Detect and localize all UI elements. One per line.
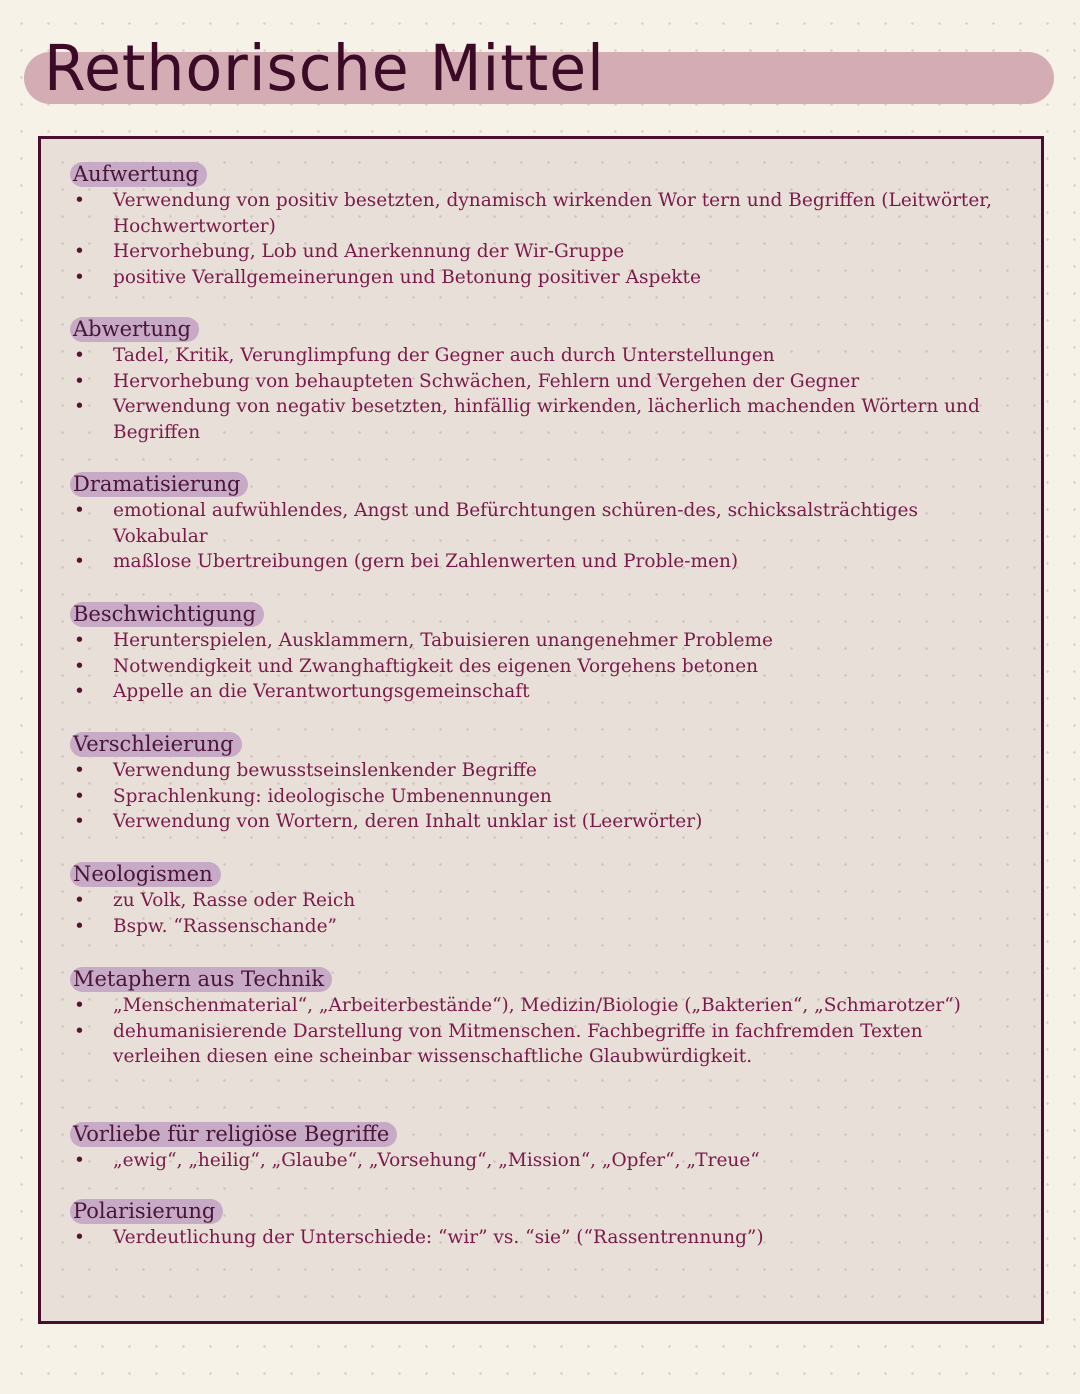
list-item: • Verdeutlichung der Unterschiede: “wir” vs. “sie” (“Rassentrennung”) (70, 1225, 993, 1251)
section-heading: Neologismen (70, 862, 221, 887)
section-heading: Verschleierung (70, 732, 242, 757)
bullet-list (70, 1148, 993, 1174)
list-item: • Verwendung von positiv besetzten, dynamisch wirkenden Wor tern und Begriffen (Leitwörter, Hochwertworter) (70, 188, 993, 239)
list-item: • maßlose Ubertreibungen (gern bei Zahlenwerten und Proble-men) (70, 549, 993, 575)
list-item: • Notwendigkeit und Zwanghaftigkeit des eigenen Vorgehens betonen (70, 654, 993, 680)
section-heading: Aufwertung (70, 162, 207, 187)
list-item: • Verwendung von Wortern, deren Inhalt unklar ist (Leerwörter) (70, 809, 993, 835)
list-item: • Appelle an die Verantwortungsgemeinschaft (70, 679, 993, 705)
list-item: • Verwendung von negativ besetzten, hinfällig wirkenden, lächerlich machenden Wörtern und Begriffen (70, 394, 993, 445)
bullet-list (70, 188, 993, 290)
section-beschwichtigung (70, 602, 993, 705)
bullet-list (70, 628, 993, 705)
section-vorliebe-für-religiöse-begriffe (70, 1122, 993, 1174)
list-item: • Sprachlenkung: ideologische Umbenennungen (70, 784, 993, 810)
list-item: • zu Volk, Rasse oder Reich (70, 888, 993, 914)
section-heading: Polarisierung (70, 1199, 223, 1224)
page-title: Rethorische Mittel (44, 32, 605, 106)
section-metaphern-aus-technik (70, 967, 993, 1070)
section-heading: Metaphern aus Technik (70, 967, 332, 992)
list-item: • „ewig“, „heilig“, „Glaube“, „Vorsehung“, „Mission“, „Opfer“, „Treue“ (70, 1148, 993, 1174)
list-item: • Hervorhebung von behaupteten Schwächen, Fehlern und Vergehen der Gegner (70, 369, 993, 395)
list-item: • dehumanisierende Darstellung von Mitmenschen. Fachbegriffe in fachfremden Texten verleihen diesen eine scheinbar wissenschaftliche Glaubwürdigkeit. (70, 1019, 993, 1070)
bullet-list (70, 888, 993, 939)
section-dramatisierung (70, 472, 993, 575)
section-heading: Beschwichtigung (70, 602, 264, 627)
list-item: • emotional aufwühlendes, Angst und Befürchtungen schüren-des, schicksalsträchtiges Vokabular (70, 498, 993, 549)
section-abwertung (70, 317, 993, 445)
bullet-list (70, 758, 993, 835)
section-polarisierung (70, 1199, 993, 1251)
bullet-list (70, 498, 993, 575)
section-neologismen (70, 862, 993, 939)
list-item: • Hervorhebung, Lob und Anerkennung der Wir-Gruppe (70, 239, 993, 265)
list-item: • „Menschenmaterial“, „Arbeiterbestände“), Medizin/Biologie („Bakterien“, „Schmarotzer“) (70, 993, 993, 1019)
section-verschleierung (70, 732, 993, 835)
list-item: • Verwendung bewusstseinslenkender Begriffe (70, 758, 993, 784)
list-item: • positive Verallgemeinerungen und Betonung positiver Aspekte (70, 265, 993, 291)
section-aufwertung (70, 162, 993, 290)
bullet-list (70, 343, 993, 445)
list-item: • Tadel, Kritik, Verunglimpfung der Gegner auch durch Unterstellungen (70, 343, 993, 369)
section-heading: Dramatisierung (70, 472, 248, 497)
section-heading: Abwertung (70, 317, 199, 342)
section-heading: Vorliebe für religiöse Begriffe (70, 1122, 397, 1147)
list-item: • Bspw. “Rassenschande” (70, 914, 993, 940)
list-item: • Herunterspielen, Ausklammern, Tabuisieren unangenehmer Probleme (70, 628, 993, 654)
bullet-list (70, 1225, 993, 1251)
bullet-list (70, 993, 993, 1070)
